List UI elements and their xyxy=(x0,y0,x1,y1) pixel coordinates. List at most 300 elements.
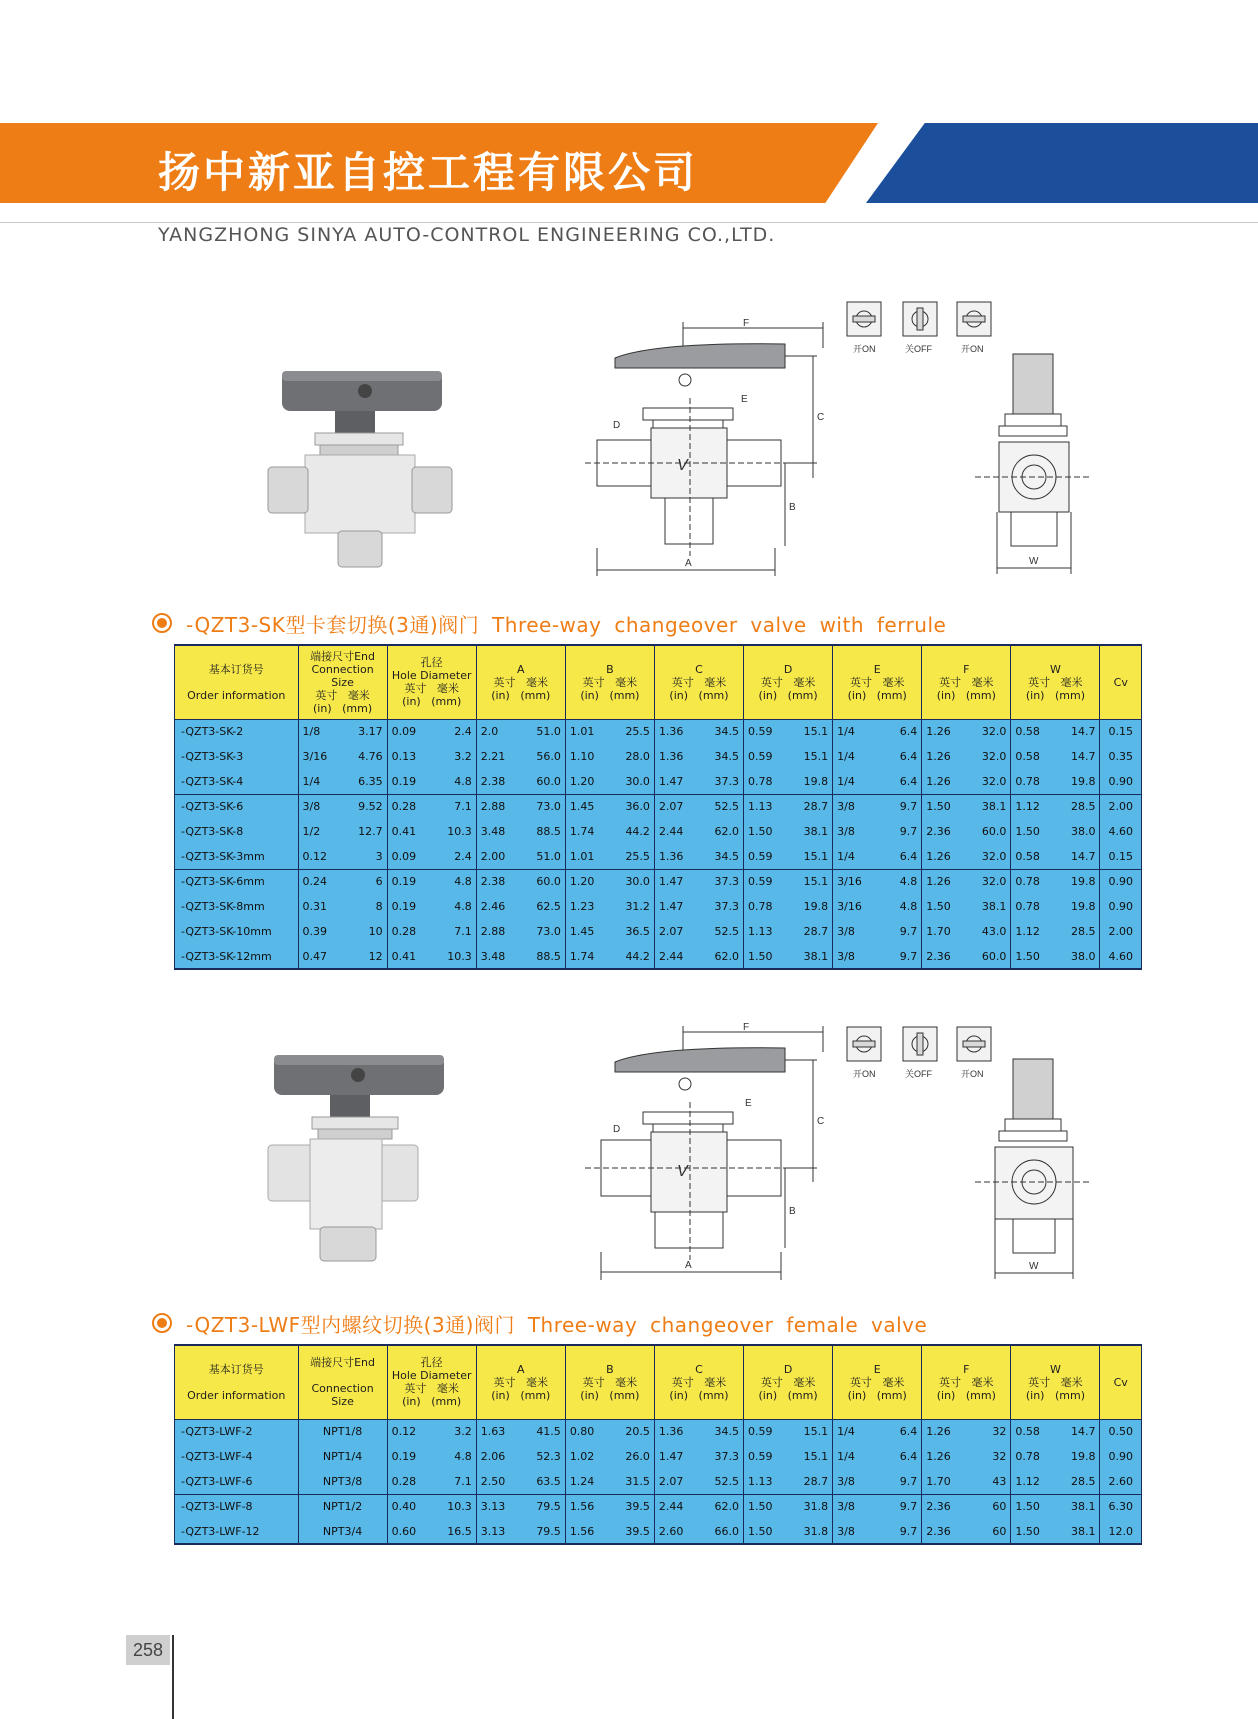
table-cell: 28.7 xyxy=(788,1469,833,1494)
table-cell: 19.8 xyxy=(1055,894,1100,919)
table-row xyxy=(175,819,1142,844)
table-cell: 9.7 xyxy=(877,794,922,819)
table-cell: 1.70 xyxy=(922,919,967,944)
table-cell: 38.0 xyxy=(1055,819,1100,844)
table-cell: 1.20 xyxy=(565,769,610,794)
table-cell: 3/16 xyxy=(833,869,878,894)
table-cell: 0.60 xyxy=(387,1519,432,1544)
table-cell: 30.0 xyxy=(610,869,655,894)
technical-drawing-front-1 xyxy=(585,318,825,578)
table-cell: 1/4 xyxy=(833,1419,878,1444)
table-cell: 0.35 xyxy=(1100,744,1142,769)
table-cell: 63.5 xyxy=(521,1469,566,1494)
table-cell: 6.35 xyxy=(343,769,388,794)
table-cell: 15.1 xyxy=(788,744,833,769)
table-cell: 9.52 xyxy=(343,794,388,819)
table-cell: 88.5 xyxy=(521,944,566,969)
table-cell: 0.58 xyxy=(1011,719,1056,744)
table-cell: 1.50 xyxy=(1011,944,1056,969)
table-cell: 1.12 xyxy=(1011,919,1056,944)
header-order-info: 基本订货号 Order information xyxy=(175,645,299,719)
table-cell: 4.76 xyxy=(343,744,388,769)
table-row xyxy=(175,1469,1142,1494)
table-cell: 1.50 xyxy=(744,944,789,969)
table-cell: 1/8 xyxy=(298,719,343,744)
table-cell: 3/8 xyxy=(833,1494,878,1519)
table-cell: 31.8 xyxy=(788,1494,833,1519)
header-b: B 英寸 毫米 (in) (mm) xyxy=(565,645,654,719)
table-cell: 0.78 xyxy=(744,894,789,919)
table-cell: 0.78 xyxy=(744,769,789,794)
table-cell: 3.17 xyxy=(343,719,388,744)
table-cell: 1.13 xyxy=(744,794,789,819)
header-a-2: A 英寸 毫米 (in) (mm) xyxy=(476,1345,565,1419)
table-cell: 62.0 xyxy=(699,819,744,844)
table-cell: -QZT3-SK-10mm xyxy=(175,919,299,944)
table-cell: 0.15 xyxy=(1100,844,1142,869)
table-cell: 2.36 xyxy=(922,1494,967,1519)
table-cell: 1.63 xyxy=(476,1419,521,1444)
table-cell: 26.0 xyxy=(610,1444,655,1469)
table-cell: 9.7 xyxy=(877,919,922,944)
table-cell: 9.7 xyxy=(877,819,922,844)
table-cell: 10 xyxy=(343,919,388,944)
table-cell: 1.50 xyxy=(1011,1494,1056,1519)
table-cell: 2.44 xyxy=(654,819,699,844)
table-cell: 0.78 xyxy=(1011,894,1056,919)
table-cell: 39.5 xyxy=(610,1519,655,1544)
table-cell: 16.5 xyxy=(432,1519,477,1544)
table-cell: 32.0 xyxy=(966,769,1011,794)
table-cell: 15.1 xyxy=(788,869,833,894)
table-cell: 2.44 xyxy=(654,944,699,969)
dim-label-f: F xyxy=(743,318,750,329)
table-cell: 60.0 xyxy=(966,819,1011,844)
table-cell: 37.3 xyxy=(699,769,744,794)
table-cell: 0.12 xyxy=(387,1419,432,1444)
table-cell: 32 xyxy=(966,1444,1011,1469)
table-cell: 4.8 xyxy=(432,769,477,794)
table-cell: 44.2 xyxy=(610,819,655,844)
table-cell: 15.1 xyxy=(788,844,833,869)
dim-label-a: A xyxy=(685,558,692,569)
table-cell: 1.26 xyxy=(922,744,967,769)
table-cell: 6.4 xyxy=(877,719,922,744)
table-cell: 1.56 xyxy=(565,1494,610,1519)
table-cell: 2.60 xyxy=(1100,1469,1142,1494)
table-cell: -QZT3-LWF-2 xyxy=(175,1419,299,1444)
table-cell: 0.59 xyxy=(744,1444,789,1469)
spec-table-female xyxy=(174,1344,1142,1545)
handle-position-icons-2 xyxy=(845,1025,995,1085)
header-blue-band xyxy=(866,123,1258,203)
table-cell: 0.28 xyxy=(387,919,432,944)
table-cell: 15.1 xyxy=(788,719,833,744)
table-cell: 31.2 xyxy=(610,894,655,919)
header-w: W 英寸 毫米 (in) (mm) xyxy=(1011,645,1100,719)
table-cell: 1.24 xyxy=(565,1469,610,1494)
table-cell: 0.40 xyxy=(387,1494,432,1519)
table-cell: 6 xyxy=(343,869,388,894)
table-cell: 0.50 xyxy=(1100,1419,1142,1444)
table-cell: NPT1/2 xyxy=(298,1494,387,1519)
table-cell: 7.1 xyxy=(432,1469,477,1494)
table-cell: 0.58 xyxy=(1011,744,1056,769)
table-cell: 3.13 xyxy=(476,1519,521,1544)
svg-text:V: V xyxy=(677,1163,688,1180)
header-c: C 英寸 毫米 (in) (mm) xyxy=(654,645,743,719)
table-cell: 1.36 xyxy=(654,719,699,744)
table-row xyxy=(175,1519,1142,1544)
table-cell: 51.0 xyxy=(521,844,566,869)
table-cell: 7.1 xyxy=(432,794,477,819)
table-cell: 0.80 xyxy=(565,1419,610,1444)
table-cell: -QZT3-SK-8 xyxy=(175,819,299,844)
table-cell: 37.3 xyxy=(699,1444,744,1469)
table-cell: 73.0 xyxy=(521,794,566,819)
table-cell: 1.20 xyxy=(565,869,610,894)
header-cv-2: Cv xyxy=(1100,1345,1142,1419)
table-cell: 0.09 xyxy=(387,844,432,869)
table-cell: 0.47 xyxy=(298,944,343,969)
table-cell: 51.0 xyxy=(521,719,566,744)
table-cell: 32 xyxy=(966,1419,1011,1444)
table-cell: 1/4 xyxy=(833,744,878,769)
bullet-icon xyxy=(152,1313,172,1333)
table-cell: 1.26 xyxy=(922,844,967,869)
table-cell: 60 xyxy=(966,1519,1011,1544)
table-cell: 28.7 xyxy=(788,919,833,944)
table-cell: 0.41 xyxy=(387,944,432,969)
header-hole-diameter-2: 孔径 Hole Diameter 英寸 毫米 (in) (mm) xyxy=(387,1345,476,1419)
technical-drawing-side-2 xyxy=(975,1055,1090,1285)
table-cell: 38.0 xyxy=(1055,944,1100,969)
table-cell: 28.5 xyxy=(1055,919,1100,944)
section-title-female: -QZT3-LWF型内螺纹切换(3通)阀门 Three-way changeover female valve xyxy=(152,1308,927,1338)
table-cell: 9.7 xyxy=(877,1494,922,1519)
table-cell: 56.0 xyxy=(521,744,566,769)
table-cell: 66.0 xyxy=(699,1519,744,1544)
table-cell: 1/4 xyxy=(298,769,343,794)
table-cell: 14.7 xyxy=(1055,844,1100,869)
table-cell: 4.8 xyxy=(432,1444,477,1469)
table-cell: 3.13 xyxy=(476,1494,521,1519)
table-cell: 3.48 xyxy=(476,819,521,844)
label-off-2: 关OFF xyxy=(905,1069,932,1079)
table-cell: 14.7 xyxy=(1055,719,1100,744)
table-cell: 52.3 xyxy=(521,1444,566,1469)
table-cell: 12.7 xyxy=(343,819,388,844)
table-cell: 0.58 xyxy=(1011,1419,1056,1444)
table-cell: 1.36 xyxy=(654,744,699,769)
table-cell: 6.4 xyxy=(877,844,922,869)
table-cell: 1.47 xyxy=(654,869,699,894)
table-cell: 60.0 xyxy=(521,769,566,794)
table-cell: 38.1 xyxy=(966,794,1011,819)
table-cell: 60 xyxy=(966,1494,1011,1519)
table-cell: 60.0 xyxy=(521,869,566,894)
table-cell: 2.88 xyxy=(476,919,521,944)
table-cell: 3/16 xyxy=(833,894,878,919)
dim-label-d: D xyxy=(613,420,621,431)
table-cell: 25.5 xyxy=(610,844,655,869)
table-cell: NPT3/4 xyxy=(298,1519,387,1544)
table-cell: 0.90 xyxy=(1100,769,1142,794)
table-cell: 6.4 xyxy=(877,1444,922,1469)
table-row xyxy=(175,844,1142,869)
header-e: E 英寸 毫米 (in) (mm) xyxy=(833,645,922,719)
dim-label-c-2: C xyxy=(817,1116,825,1127)
table-cell: 0.13 xyxy=(387,744,432,769)
table-cell: 15.1 xyxy=(788,1419,833,1444)
table-cell: 4.8 xyxy=(877,869,922,894)
table-cell: 1.13 xyxy=(744,919,789,944)
table-cell: 1.01 xyxy=(565,719,610,744)
table-cell: 36.0 xyxy=(610,794,655,819)
table-cell: 1.12 xyxy=(1011,794,1056,819)
table-cell: 1.47 xyxy=(654,894,699,919)
table-cell: 43.0 xyxy=(966,919,1011,944)
header-c-2: C 英寸 毫米 (in) (mm) xyxy=(654,1345,743,1419)
table-cell: 62.0 xyxy=(699,1494,744,1519)
table-cell: 19.8 xyxy=(1055,869,1100,894)
header-e-2: E 英寸 毫米 (in) (mm) xyxy=(833,1345,922,1419)
label-on-3: 开ON xyxy=(853,1069,876,1079)
table-cell: 12 xyxy=(343,944,388,969)
table-cell: 0.19 xyxy=(387,869,432,894)
table-cell: 38.1 xyxy=(788,819,833,844)
table-cell: 10.3 xyxy=(432,1494,477,1519)
table-cell: 0.28 xyxy=(387,794,432,819)
table-cell: 1.02 xyxy=(565,1444,610,1469)
table-cell: 31.8 xyxy=(788,1519,833,1544)
table-cell: 32.0 xyxy=(966,744,1011,769)
table-cell: 32.0 xyxy=(966,844,1011,869)
table-cell: 1.56 xyxy=(565,1519,610,1544)
table-cell: 0.19 xyxy=(387,1444,432,1469)
table-cell: -QZT3-SK-3mm xyxy=(175,844,299,869)
dim-label-w-2: W xyxy=(1029,1261,1039,1272)
table-cell: NPT1/8 xyxy=(298,1419,387,1444)
bullet-icon xyxy=(152,613,172,633)
table-cell: 2.36 xyxy=(922,1519,967,1544)
table-cell: 1/4 xyxy=(833,769,878,794)
table-cell: 0.78 xyxy=(1011,869,1056,894)
table-cell: 0.90 xyxy=(1100,894,1142,919)
product-photo-ferrule-valve xyxy=(260,355,480,575)
table-cell: 14.7 xyxy=(1055,1419,1100,1444)
table-cell: 0.59 xyxy=(744,844,789,869)
dim-label-f-2: F xyxy=(743,1022,750,1033)
table-cell: 0.31 xyxy=(298,894,343,919)
table-cell: 3/8 xyxy=(833,1469,878,1494)
header-b-2: B 英寸 毫米 (in) (mm) xyxy=(565,1345,654,1419)
table-row xyxy=(175,919,1142,944)
table-cell: -QZT3-LWF-8 xyxy=(175,1494,299,1519)
table-cell: 28.5 xyxy=(1055,1469,1100,1494)
table-cell: 31.5 xyxy=(610,1469,655,1494)
table-cell: 37.3 xyxy=(699,894,744,919)
handle-position-icons-1 xyxy=(845,300,995,360)
table-cell: 14.7 xyxy=(1055,744,1100,769)
table-cell: -QZT3-LWF-12 xyxy=(175,1519,299,1544)
table-cell: 4.8 xyxy=(877,894,922,919)
table-cell: 4.60 xyxy=(1100,944,1142,969)
table-cell: 1.50 xyxy=(1011,1519,1056,1544)
table-cell: 1.50 xyxy=(922,794,967,819)
table-cell: 3.48 xyxy=(476,944,521,969)
table-cell: 3/8 xyxy=(833,919,878,944)
table-cell: 1/4 xyxy=(833,1444,878,1469)
table-cell: 0.19 xyxy=(387,894,432,919)
dim-label-e: E xyxy=(741,394,748,405)
header-connection-size: 端接尺寸End Connection Size 英寸 毫米 (in) (mm) xyxy=(298,645,387,719)
table-cell: 2.4 xyxy=(432,844,477,869)
table-cell: 79.5 xyxy=(521,1494,566,1519)
table-cell: 28.7 xyxy=(788,794,833,819)
table-cell: 2.06 xyxy=(476,1444,521,1469)
table-cell: 3/8 xyxy=(833,794,878,819)
table-cell: 38.1 xyxy=(788,944,833,969)
header-connection-size-2: 端接尺寸End Connection Size xyxy=(298,1345,387,1419)
table-cell: -QZT3-SK-3 xyxy=(175,744,299,769)
table-row xyxy=(175,1494,1142,1519)
header-hole-diameter: 孔径 Hole Diameter 英寸 毫米 (in) (mm) xyxy=(387,645,476,719)
table-cell: 2.00 xyxy=(476,844,521,869)
table-cell: 3/16 xyxy=(298,744,343,769)
table-cell: 0.58 xyxy=(1011,844,1056,869)
table-cell: 2.0 xyxy=(476,719,521,744)
table-cell: 15.1 xyxy=(788,1444,833,1469)
table-cell: 1.74 xyxy=(565,944,610,969)
table-cell: 1.50 xyxy=(744,1519,789,1544)
table-cell: 0.90 xyxy=(1100,869,1142,894)
table-cell: 19.8 xyxy=(788,894,833,919)
table-cell: NPT3/8 xyxy=(298,1469,387,1494)
table-cell: 1.01 xyxy=(565,844,610,869)
table-cell: 60.0 xyxy=(966,944,1011,969)
table-row xyxy=(175,719,1142,744)
table-cell: 1.23 xyxy=(565,894,610,919)
table-cell: -QZT3-LWF-4 xyxy=(175,1444,299,1469)
table-cell: 30.0 xyxy=(610,769,655,794)
table-cell: 6.4 xyxy=(877,744,922,769)
table-cell: 3/8 xyxy=(298,794,343,819)
table-cell: 0.41 xyxy=(387,819,432,844)
table-cell: 2.07 xyxy=(654,794,699,819)
table-cell: 0.28 xyxy=(387,1469,432,1494)
company-name-cn: 扬中新亚自控工程有限公司 xyxy=(158,148,699,197)
section-title-ferrule: -QZT3-SK型卡套切换(3通)阀门 Three-way changeover valve with ferrule xyxy=(152,608,946,638)
table-cell: 1.26 xyxy=(922,769,967,794)
table-cell: 1.50 xyxy=(922,894,967,919)
table-cell: 2.88 xyxy=(476,794,521,819)
table-cell: 37.3 xyxy=(699,869,744,894)
table-cell: 19.8 xyxy=(1055,769,1100,794)
table-cell: 0.78 xyxy=(1011,1444,1056,1469)
table-cell: -QZT3-SK-6 xyxy=(175,794,299,819)
table-cell: -QZT3-LWF-6 xyxy=(175,1469,299,1494)
table-cell: 1.45 xyxy=(565,794,610,819)
dim-label-c: C xyxy=(817,412,825,423)
table-cell: 2.36 xyxy=(922,944,967,969)
table-cell: -QZT3-SK-8mm xyxy=(175,894,299,919)
table-cell: 34.5 xyxy=(699,1419,744,1444)
table-cell: 0.09 xyxy=(387,719,432,744)
table-cell: 3.2 xyxy=(432,1419,477,1444)
technical-drawing-front-2 xyxy=(585,1022,825,1282)
table-cell: 0.90 xyxy=(1100,1444,1142,1469)
table-cell: 9.7 xyxy=(877,1469,922,1494)
table-cell: 34.5 xyxy=(699,719,744,744)
dim-label-a-2: A xyxy=(685,1260,692,1271)
table-cell: 43 xyxy=(966,1469,1011,1494)
table-cell: 6.4 xyxy=(877,1419,922,1444)
table-cell: 4.8 xyxy=(432,894,477,919)
table-cell: 44.2 xyxy=(610,944,655,969)
table-cell: 2.44 xyxy=(654,1494,699,1519)
table-cell: 2.07 xyxy=(654,919,699,944)
table-cell: 4.60 xyxy=(1100,819,1142,844)
header-w-2: W 英寸 毫米 (in) (mm) xyxy=(1011,1345,1100,1419)
table-cell: 52.5 xyxy=(699,794,744,819)
header-d: D 英寸 毫米 (in) (mm) xyxy=(744,645,833,719)
header-d-2: D 英寸 毫米 (in) (mm) xyxy=(744,1345,833,1419)
table-cell: 20.5 xyxy=(610,1419,655,1444)
header-a: A 英寸 毫米 (in) (mm) xyxy=(476,645,565,719)
table-cell: 1.26 xyxy=(922,1419,967,1444)
table-cell: 3.2 xyxy=(432,744,477,769)
table-cell: 1.36 xyxy=(654,1419,699,1444)
table-cell: 79.5 xyxy=(521,1519,566,1544)
svg-text:V: V xyxy=(677,457,688,474)
table-cell: 2.4 xyxy=(432,719,477,744)
table-cell: 41.5 xyxy=(521,1419,566,1444)
table-cell: 73.0 xyxy=(521,919,566,944)
table-cell: 34.5 xyxy=(699,744,744,769)
table-cell: 36.5 xyxy=(610,919,655,944)
dim-label-e-2: E xyxy=(745,1098,752,1109)
table-cell: -QZT3-SK-4 xyxy=(175,769,299,794)
table-cell: 19.8 xyxy=(1055,1444,1100,1469)
table-cell: 0.12 xyxy=(298,844,343,869)
table-cell: 1.36 xyxy=(654,844,699,869)
table-cell: 1.12 xyxy=(1011,1469,1056,1494)
technical-drawing-side-1 xyxy=(975,350,1090,580)
table-cell: 2.21 xyxy=(476,744,521,769)
company-name-en: YANGZHONG SINYA AUTO-CONTROL ENGINEERING CO.,LTD. xyxy=(158,224,776,246)
table-cell: 0.19 xyxy=(387,769,432,794)
table-row xyxy=(175,1444,1142,1469)
dim-label-b-2: B xyxy=(789,1206,796,1217)
table-cell: 0.59 xyxy=(744,1419,789,1444)
label-on-2: 开ON xyxy=(961,344,984,354)
table-cell: 10.3 xyxy=(432,819,477,844)
table-cell: 3 xyxy=(343,844,388,869)
dim-label-b: B xyxy=(789,502,796,513)
table-cell: 1.47 xyxy=(654,1444,699,1469)
table-cell: 1.70 xyxy=(922,1469,967,1494)
table-cell: 62.5 xyxy=(521,894,566,919)
table-row xyxy=(175,794,1142,819)
table-cell: 2.38 xyxy=(476,869,521,894)
table-cell: 1.50 xyxy=(744,1494,789,1519)
table-cell: 52.5 xyxy=(699,1469,744,1494)
spec-table-ferrule-body xyxy=(175,719,1142,969)
table-row xyxy=(175,744,1142,769)
table-cell: 1.26 xyxy=(922,719,967,744)
table-cell: 25.5 xyxy=(610,719,655,744)
